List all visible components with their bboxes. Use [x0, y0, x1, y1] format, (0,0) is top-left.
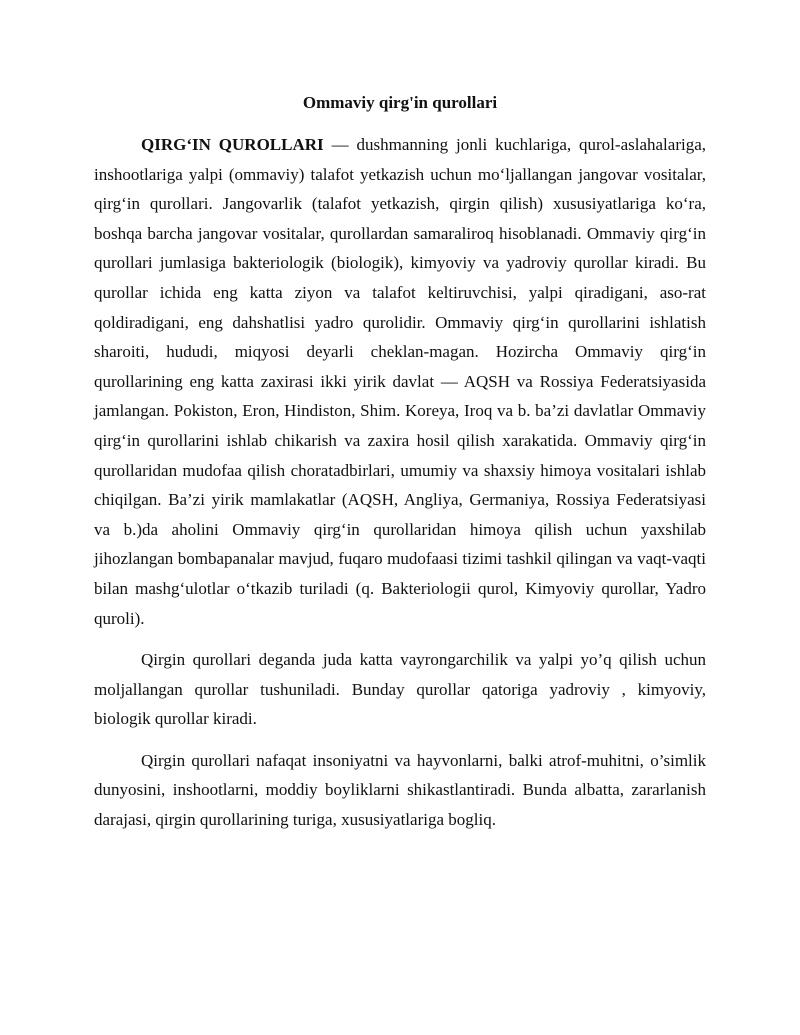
document-title: Ommaviy qirg'in qurollari [302, 93, 498, 112]
term-heading: QIRG‘IN QUROLLARI [141, 135, 324, 154]
paragraph-text: — dushmanning jonli kuchlariga, qurol-aslahalariga, inshootlariga yalpi (ommaviy) talafot yetkazish uchun mo‘ljallangan jangovar vositalar, qirg‘in qurollari. Jangovarlik (talafot yetkazish, qirgin qilish) xususiyatlariga ko‘ra, boshqa barcha jangovar vositalar, qurollardan samaraliroq hisoblanadi. Ommaviy qirg‘in qurollari jumlasiga bakteriologik (biologik), kimyoviy va yadroviy qurollar kiradi. Bu qurollar ichida eng katta ziyon va talafot keltiruvchisi, yalpi qiradigani, aso-rat qoldiradigani, eng dahshatlisi yadro qurolidir. Ommaviy qirg‘in qurollarini ishlatish sharoiti, hududi, miqyosi deyarli cheklan-magan. Hozircha Ommaviy qirg‘in qurollarining eng katta zaxirasi ikki yirik davlat — AQSH va Rossiya Federatsiyasida jamlangan. Pokiston, Eron, Hindiston, Shim. Koreya, Iroq va b. ba’zi davlatlar Ommaviy qirg‘in qurollarini ishlab chikarish va zaxira hosil qilish xarakatida. Ommaviy qirg‘in qurollaridan mudofaa qilish choratadbirlari, umumiy va shaxsiy himoya vositalari ishlab chiqilgan. Ba’zi yirik mamlakatlar (AQSH, Angliya, Germaniya, Rossiya Federatsiyasi va b.)da aholini Ommaviy qirg‘in qurollaridan himoya qilish uchun yaxshilab jihozlangan bombapanalar mavjud, fuqaro mudofaasi tizimi tashkil qilingan va vaqt-vaqti bilan mashg‘ulotlar o‘tkazib turiladi (q. Bakteriologii qurol, Kimyoviy qurollar, Yadro quroli). [94, 135, 706, 628]
paragraph-overview: Qirgin qurollari deganda juda katta vayrongarchilik va yalpi yo’q qilish uchun moljallangan qurollar tushuniladi. Bunday qurollar qatoriga yadroviy , kimyoviy, biologik qurollar kiradi. [94, 650, 706, 729]
paragraph-definition [94, 130, 706, 633]
paragraph-effects: Qirgin qurollari nafaqat insoniyatni va hayvonlarni, balki atrof-muhitni, o’simlik dunyosini, inshootlarni, moddiy boyliklarni shikastlantiradi. Bunda albatta, zararlanish darajasi, qirgin qurollarining turiga, xususiyatlariga bogliq. [94, 750, 706, 830]
document-page [94, 92, 706, 847]
